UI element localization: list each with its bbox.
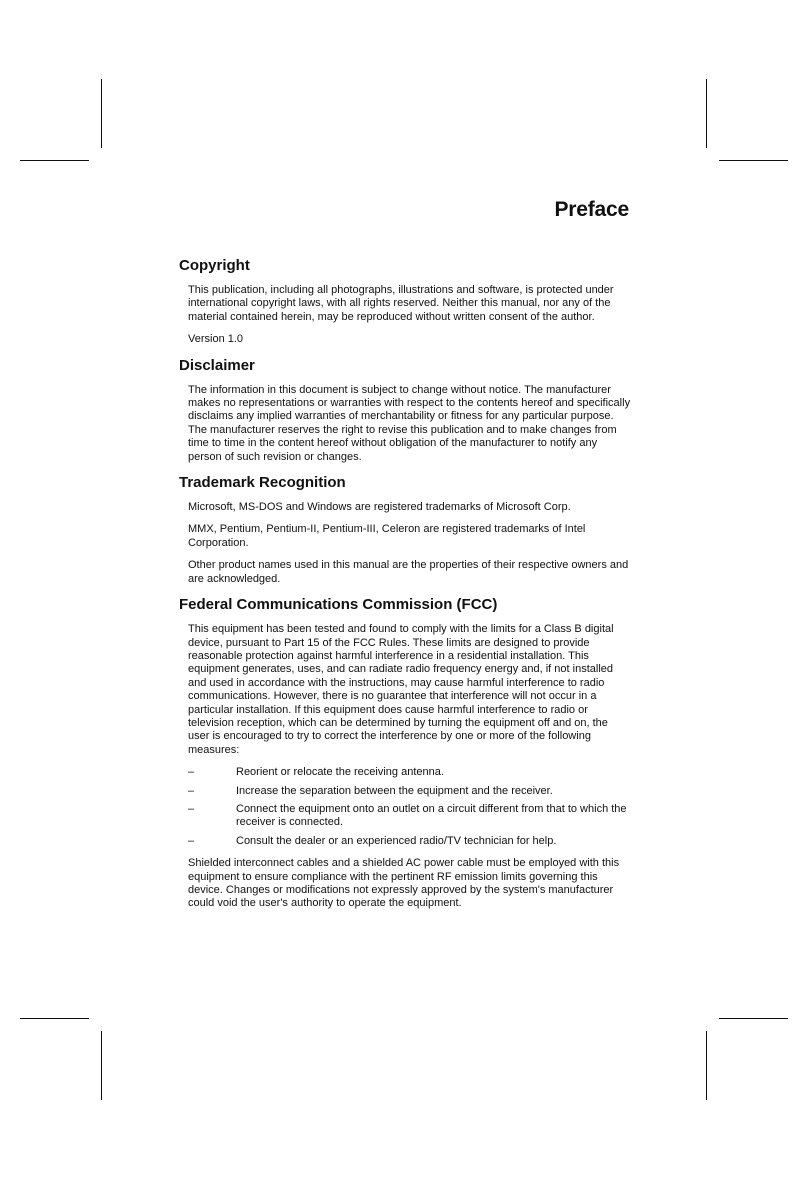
paragraph: This publication, including all photographs, illustrations and software, is protected under international copyright laws, with all rights reserved. Neither this manual, nor any of the material contained herein, may be reproduced without written consent of the author.	[188, 284, 614, 323]
crop-mark-top-left-horizontal	[20, 160, 89, 161]
section-heading-disclaimer: Disclaimer	[179, 356, 255, 374]
paragraph: The information in this document is subject to change without notice. The manufacturer makes no representations or warranties with respect to the contents hereof and specifically disclaims any implied warranties of merchantability or fitness for any particular purpose. The manufacturer reserves the right to revise this publication and to make changes from time to time in the content hereof without obligation of the manufacturer to notify any person of such revision or changes.	[188, 383, 631, 463]
page-title: Preface	[554, 198, 629, 221]
section-body-disclaimer	[188, 384, 631, 464]
crop-mark-bottom-right-horizontal	[719, 1018, 788, 1019]
crop-mark-bottom-right-vertical	[706, 1031, 707, 1100]
document-content	[179, 257, 631, 921]
list-item-text: Increase the separation between the equipment and the receiver.	[236, 784, 553, 797]
list-item	[188, 803, 631, 830]
version-text: Version 1.0	[188, 333, 244, 346]
section-heading-fcc: Federal Communications Commission (FCC)	[179, 596, 498, 614]
paragraph: Microsoft, MS-DOS and Windows are registered trademarks of Microsoft Corp.	[188, 501, 571, 514]
section-heading-trademark: Trademark Recognition	[179, 474, 346, 492]
crop-mark-bottom-left-horizontal	[20, 1018, 89, 1019]
crop-mark-top-right-vertical	[706, 79, 707, 148]
dash-bullet: –	[188, 784, 195, 797]
section-disclaimer	[179, 357, 631, 464]
section-trademark	[179, 474, 631, 586]
list-item-text: Consult the dealer or an experienced radio/TV technician for help.	[236, 834, 557, 847]
section-body-fcc	[188, 623, 631, 911]
dash-bullet: –	[188, 834, 195, 847]
paragraph: Shielded interconnect cables and a shielded AC power cable must be employed with this equipment to ensure compliance with the pertinent RF emission limits governing this device. Changes or modifications not expressly approved by the system's manufacturer could void the user's authority to operate the equipment.	[188, 857, 620, 910]
list-item-text: Connect the equipment onto an outlet on a circuit different from that to which the receiver is connected.	[236, 802, 627, 829]
list-item	[188, 785, 631, 798]
section-copyright	[179, 257, 631, 347]
crop-mark-bottom-left-vertical	[101, 1031, 102, 1100]
section-fcc	[179, 596, 631, 911]
list-item	[188, 835, 631, 848]
crop-mark-top-left-vertical	[101, 79, 102, 148]
dash-bullet: –	[188, 766, 195, 779]
section-heading-copyright: Copyright	[179, 257, 250, 274]
section-body-copyright	[188, 284, 631, 347]
paragraph: This equipment has been tested and found to comply with the limits for a Class B digital device, pursuant to Part 15 of the FCC Rules. These limits are designed to provide reasonable protection against harmful interference in a residential installation. This equipment generates, uses, and can radiate radio frequency energy and, if not installed and used in accordance with the instructions, may cause harmful interference to radio communications. However, there is no guarantee that interference will not occur in a particular installation. If this equipment does cause harmful interference to radio or television reception, which can be determined by turning the equipment off and on, the user is encouraged to try to correct the interference by one or more of the following measures:	[188, 623, 614, 756]
paragraph: MMX, Pentium, Pentium-II, Pentium-III, Celeron are registered trademarks of Intel Corporation.	[188, 523, 586, 549]
list-item	[188, 766, 631, 779]
list-item-text: Reorient or relocate the receiving antenna.	[236, 766, 444, 779]
paragraph: Other product names used in this manual are the properties of their respective owners and are acknowledged.	[188, 559, 629, 585]
dash-bullet: –	[188, 802, 195, 815]
section-body-trademark	[188, 501, 631, 586]
measures-list	[188, 766, 631, 848]
crop-mark-top-right-horizontal	[719, 160, 788, 161]
